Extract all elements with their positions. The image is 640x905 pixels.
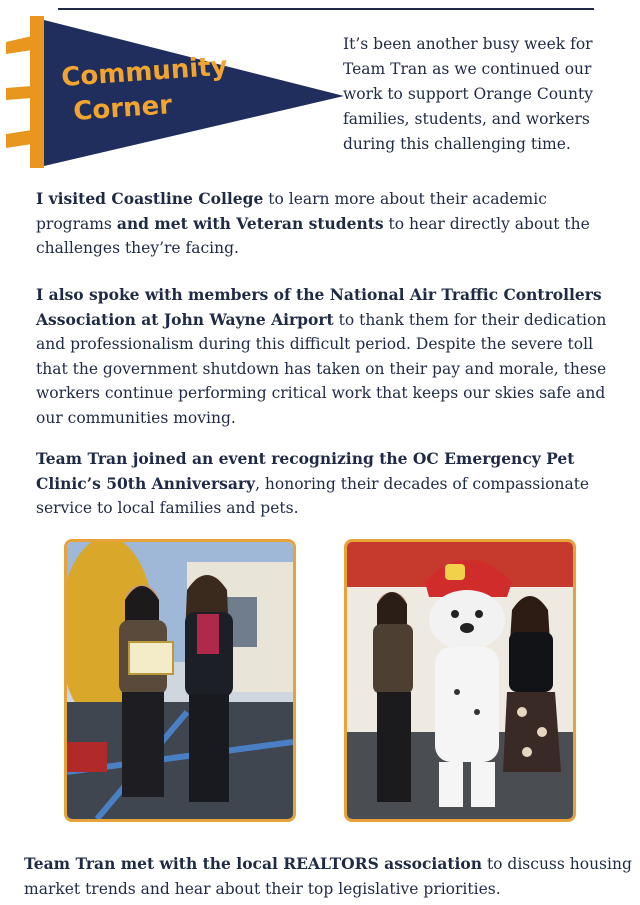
paragraph-bold: Team Tran met with the local REALTORS association: [24, 854, 483, 873]
paragraph-bold: and met with Veteran students: [116, 213, 384, 233]
intro-text: It’s been another busy week for Team Tran as we continued our work to support Orange County families, students, and workers during this challenging time.: [343, 35, 593, 153]
paragraph-text: to hear directly about the challenges they’re facing.: [36, 214, 590, 257]
pennant-tassel-middle: [6, 86, 32, 100]
paragraph-bold: Team Tran joined an event recognizing the OC Emergency Pet Clinic’s 50th Anniversary: [36, 449, 575, 493]
photo-certificate: [64, 539, 296, 822]
pennant-pole: [30, 16, 44, 168]
pennant-title-line2: Corner: [72, 90, 173, 127]
pennant-tassel-bottom: [6, 130, 32, 148]
pennant-tassel-top: [6, 36, 32, 54]
pennant-title-line1: Community: [60, 51, 229, 93]
photo-certificate-image: [67, 542, 293, 819]
paragraph-bold: I visited Coastline College: [36, 189, 264, 208]
paragraph-air-traffic: [36, 283, 626, 430]
paragraph-bold: I also spoke with members of the National Air Traffic Controllers Association at John Wayne Airport: [36, 285, 602, 329]
top-divider: [58, 8, 594, 10]
paragraph-text: to learn more about their academic programs: [36, 190, 547, 233]
paragraph-realtors: [24, 852, 634, 901]
pennant-flag: [44, 20, 344, 166]
community-corner-pennant: [4, 14, 350, 170]
paragraph-text: , honoring their decades of compassionate service to local families and pets.: [36, 474, 590, 517]
paragraph-text: to discuss housing market trends and hear about their top legislative priorities.: [24, 855, 632, 898]
paragraph-coastline: [36, 187, 626, 261]
paragraph-text: to thank them for their dedication and professionalism during this difficult period. Despite the severe toll that the government shutdown has taken on their pay and morale, these workers continue performing critical work that keeps our skies safe and our communities moving.: [36, 310, 607, 427]
paragraph-pet-clinic: [36, 447, 626, 521]
photo-pet-clinic-mascot-image: [347, 542, 573, 819]
photo-pet-clinic-mascot: [344, 539, 576, 822]
